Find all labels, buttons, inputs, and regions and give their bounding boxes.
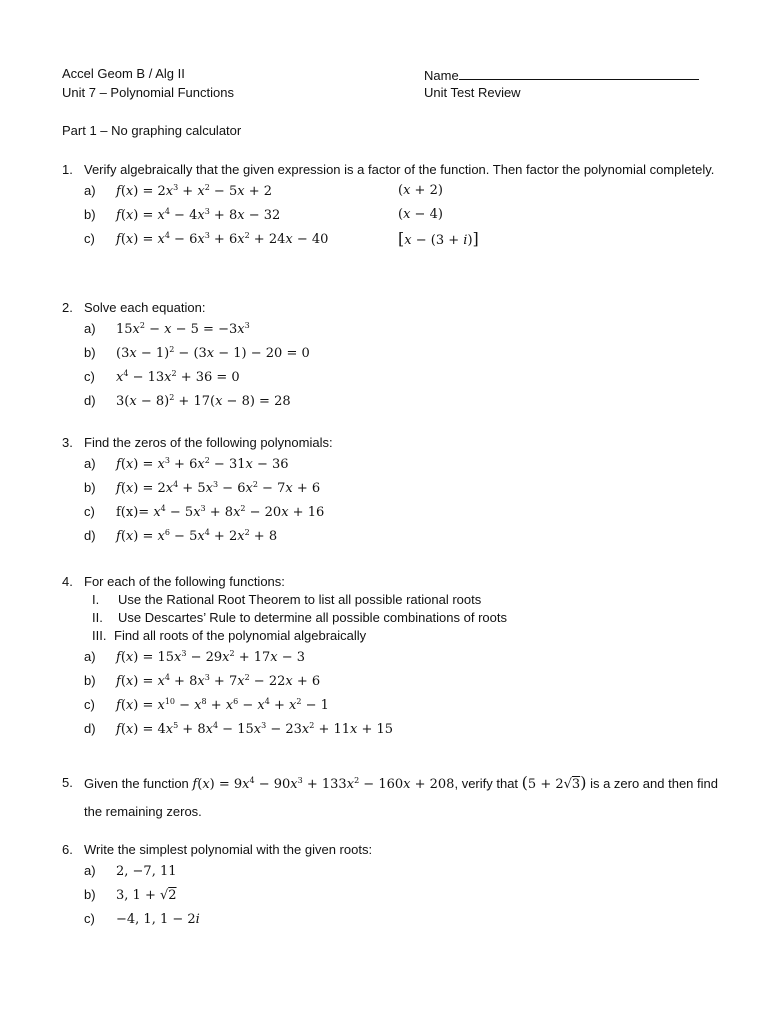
item-label: a) xyxy=(84,863,96,878)
problem-item xyxy=(62,203,722,227)
step-text: Use Descartes’ Rule to determine all possible combinations of roots xyxy=(118,610,507,625)
step-number: II. xyxy=(92,610,103,625)
problem-item xyxy=(62,227,722,251)
problem-item xyxy=(62,389,722,413)
step-number: III. xyxy=(92,628,107,643)
step-text: Find all roots of the polynomial algebraically xyxy=(114,628,367,643)
item-label: b) xyxy=(84,673,96,688)
math-expression: $f(x) = 15x^3 - 29x^2 + 17x - 3$ xyxy=(116,649,306,665)
problem-item xyxy=(62,500,722,524)
item-label: a) xyxy=(84,321,96,336)
item-label: d) xyxy=(84,721,96,736)
math-expression: $f(x) = 2x^3 + x^2 - 5x + 2$ xyxy=(116,183,272,199)
question-number: 4. xyxy=(62,574,73,589)
question-text-part: is a zero and then find xyxy=(590,776,718,791)
part-heading: Part 1 – No graphing calculator xyxy=(62,123,242,138)
math-expression: (5 + 2√3) xyxy=(521,773,587,792)
item-label: d) xyxy=(84,393,96,408)
item-label: b) xyxy=(84,480,96,495)
question-number: 3. xyxy=(62,435,73,450)
problem-item xyxy=(62,476,722,500)
item-label: d) xyxy=(84,528,96,543)
problem-item xyxy=(62,645,722,669)
problem-item xyxy=(62,717,722,741)
question-1 xyxy=(62,160,722,251)
item-label: c) xyxy=(84,504,95,519)
item-label: c) xyxy=(84,231,95,246)
document-type: Unit Test Review xyxy=(424,85,521,100)
question-text xyxy=(84,772,722,796)
problem-item xyxy=(62,524,722,548)
item-label: c) xyxy=(84,911,95,926)
question-number: 5. xyxy=(62,775,73,790)
math-expression: $f(x) = x^3 + 6x^2 - 31x - 36$ xyxy=(116,456,289,472)
math-expression: $f(x) = x^6 - 5x^4 + 2x^2 + 8$ xyxy=(116,528,278,544)
problem-item xyxy=(62,317,722,341)
step-text: Use the Rational Root Theorem to list all possible rational roots xyxy=(118,592,482,607)
math-expression: $3(x - 8)^2 + 17(x - 8) = 28$ xyxy=(116,393,291,409)
question-2 xyxy=(62,298,722,413)
math-expression: $f(x) = 4x^5 + 8x^4 - 15x^3 - 23x^2 + 11x + 15$ xyxy=(116,721,394,737)
problem-item xyxy=(62,365,722,389)
math-expression: $f(x) = x^4 - 4x^3 + 8x - 32$ xyxy=(116,207,281,223)
math-expression: −4, 1, 1 − 2i xyxy=(116,912,200,927)
math-expression: $15x^2 - x - 5 = -3x^3$ xyxy=(116,321,250,337)
item-label: a) xyxy=(84,183,96,198)
factor-expression: (x − 4) xyxy=(398,207,443,222)
math-expression: $x^4 - 13x^2 + 36 = 0$ xyxy=(116,369,240,385)
math-expression: 2, −7, 11 xyxy=(116,864,177,879)
question-number: 2. xyxy=(62,300,73,315)
item-label: b) xyxy=(84,887,96,902)
instruction-step xyxy=(62,591,722,609)
question-5 xyxy=(62,772,722,821)
problem-item xyxy=(62,452,722,476)
instruction-step xyxy=(62,627,722,645)
item-label: a) xyxy=(84,649,96,664)
problem-item xyxy=(62,179,722,203)
factor-expression: [x − (3 + i)] xyxy=(398,229,479,248)
instruction-step xyxy=(62,609,722,627)
name-field xyxy=(424,66,699,83)
math-expression: $f(x) = x^4 + 8x^3 + 7x^2 - 22x + 6$ xyxy=(116,673,321,689)
math-expression: $f(x) = 2x^4 + 5x^3 - 6x^2 - 7x + 6$ xyxy=(116,480,321,496)
math-expression: $f(x) = 9x^4 - 90x^3 + 133x^2 - 160x + 208$ xyxy=(192,776,455,792)
problem-item xyxy=(62,859,722,883)
indent-spacer xyxy=(62,802,84,821)
item-label: b) xyxy=(84,345,96,360)
problem-item xyxy=(62,669,722,693)
math-expression: $(3x - 1)^2 - (3x - 1) - 20 = 0$ xyxy=(116,345,310,361)
question-4 xyxy=(62,572,722,741)
question-number: 6. xyxy=(62,842,73,857)
name-label: Name xyxy=(424,68,459,83)
question-text: Verify algebraically that the given expression is a factor of the function. Then factor the polynomial completely. xyxy=(84,162,715,177)
question-text: Solve each equation: xyxy=(84,300,206,315)
question-text: For each of the following functions: xyxy=(84,574,285,589)
name-underline xyxy=(459,66,699,80)
question-text-part: Given the function xyxy=(84,776,189,791)
question-text: Find the zeros of the following polynomials: xyxy=(84,435,333,450)
unit-title: Unit 7 – Polynomial Functions xyxy=(62,85,234,100)
step-number: I. xyxy=(92,592,100,607)
problem-item xyxy=(62,883,722,907)
problem-item xyxy=(62,693,722,717)
math-expression: $f(x) = x^{10} - x^8 + x^6 - x^4 + x^2 - 1$ xyxy=(116,697,329,713)
question-text-part: , verify that xyxy=(454,776,519,791)
question-6 xyxy=(62,840,722,931)
question-3 xyxy=(62,433,722,548)
problem-item xyxy=(62,907,722,931)
item-label: a) xyxy=(84,456,96,471)
item-label: c) xyxy=(84,369,95,384)
math-expression: 3, 1 + √2 xyxy=(116,888,177,903)
question-text-part: the remaining zeros. xyxy=(84,804,202,819)
math-expression: $f(x) = x^4 - 6x^3 + 6x^2 + 24x - 40$ xyxy=(116,231,329,247)
factor-expression: (x + 2) xyxy=(398,183,443,198)
course-title: Accel Geom B / Alg II xyxy=(62,66,185,81)
item-label: b) xyxy=(84,207,96,222)
question-text: Write the simplest polynomial with the given roots: xyxy=(84,842,373,857)
question-number: 1. xyxy=(62,162,73,177)
problem-item xyxy=(62,341,722,365)
item-label: c) xyxy=(84,697,95,712)
math-expression: $f(x)= x^4 - 5x^3 + 8x^2 - 20x + 16$ xyxy=(116,504,325,520)
